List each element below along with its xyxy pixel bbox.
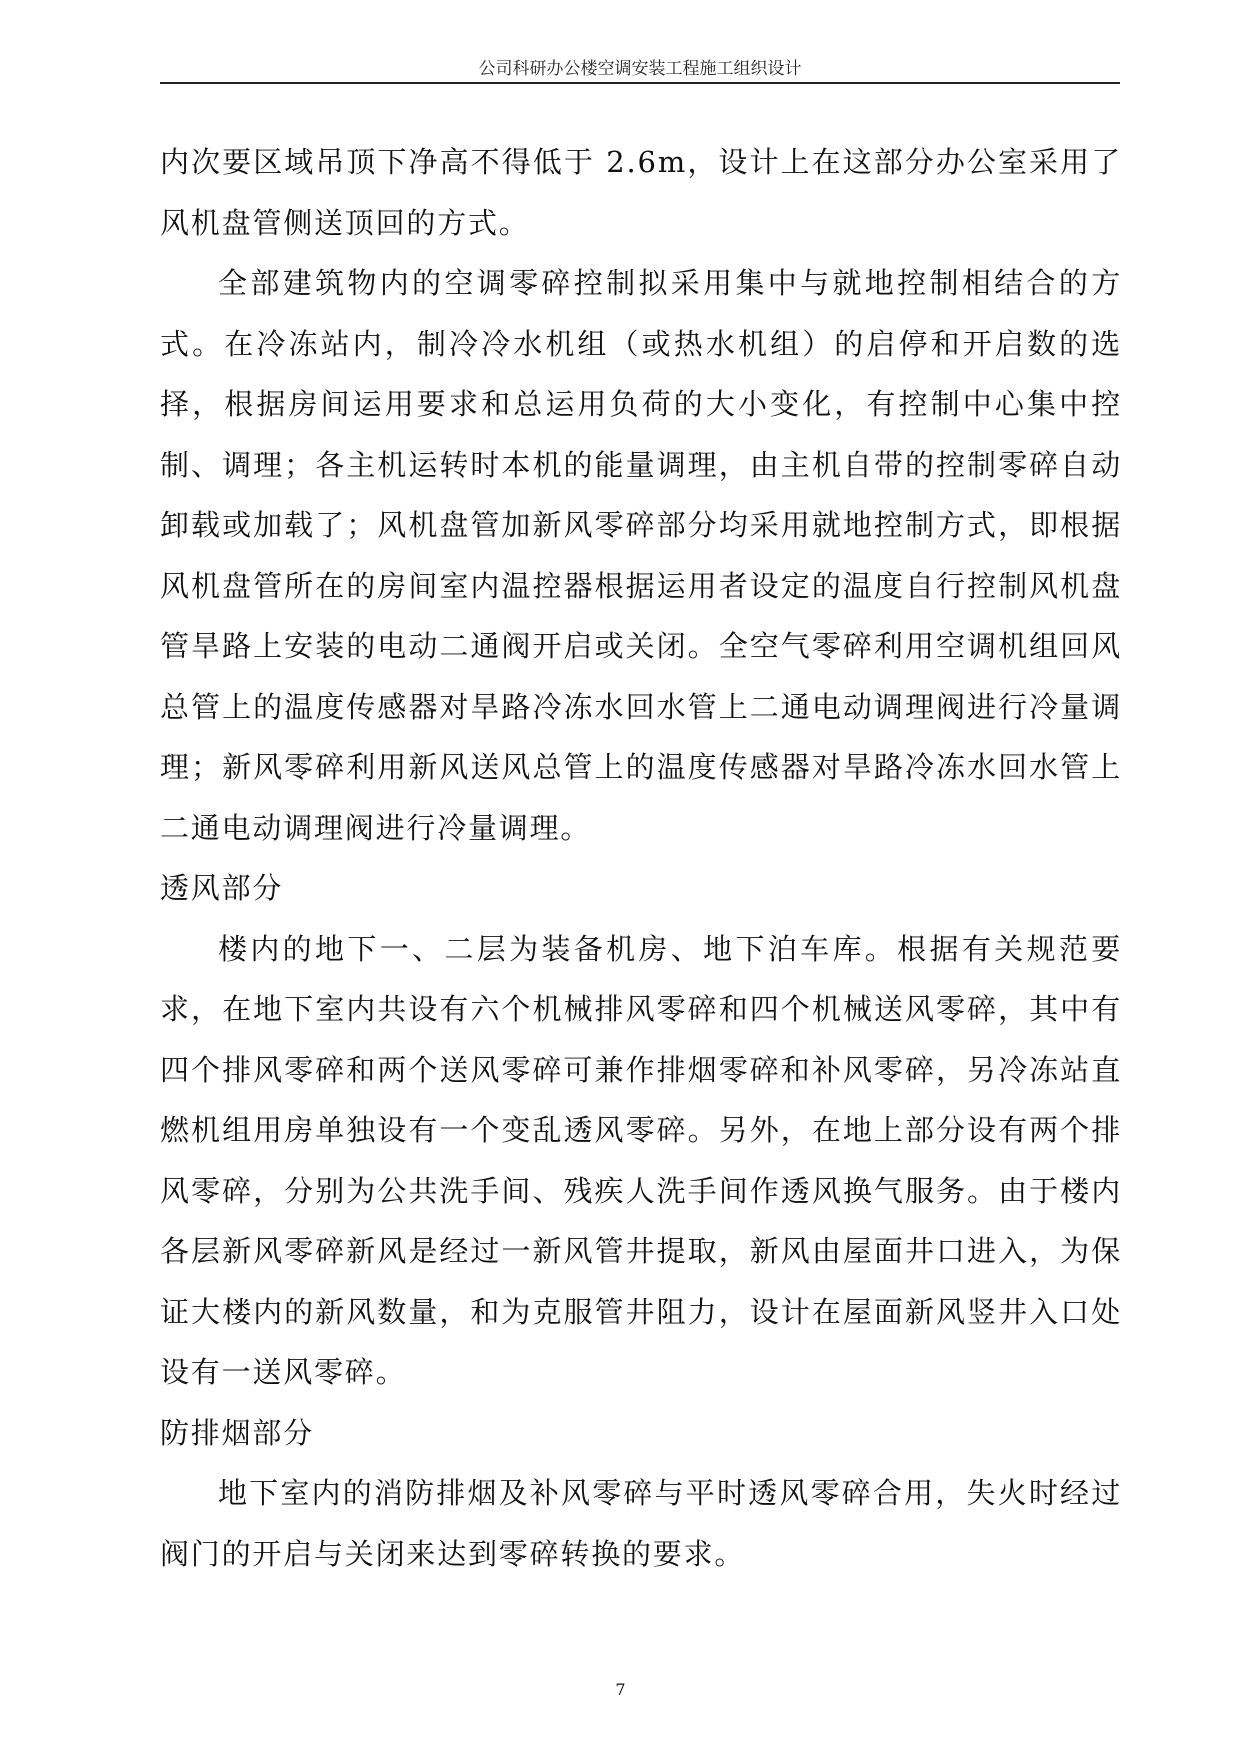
section-heading-smoke-control: 防排烟部分: [160, 1415, 315, 1450]
paragraph-1: 内次要区域吊顶下净高不得低于 2.6m，设计上在这部分办公室采用了风机盘管侧送顶回的方式。: [160, 145, 1122, 240]
section-heading-ventilation: 透风部分: [160, 871, 284, 905]
document-header-title: 公司科研办公楼空调安装工程施工组织设计: [478, 59, 802, 79]
header-divider: [160, 82, 1120, 84]
paragraph-2: 全部建筑物内的空调零碎控制拟采用集中与就地控制相结合的方式。在冷冻站内，制冷冷水机组（或热水机组）的启停和开启数的选择，根据房间运用要求和总运用负荷的大小变化，有控制中心集中控制、调理；各主机运转时本机的能量调理，由主机自带的控制零碎自动卸载或加载了；风机盘管加新风零碎部分均采用就地控制方式，即根据风机盘管所在的房间室内温控器根据运用者设定的温度自行控制风机盘管旱路上安装的电动二通阀开启或关闭。全空气零碎利用空调机组回风总管上的温度传感器对旱路冷冻水回水管上二通电动调理阀进行冷量调理；新风零碎利用新风送风总管上的温度传感器对旱路冷冻水回水管上二通电动调理阀进行冷量调理。: [160, 266, 1122, 845]
page-number: 7: [615, 1680, 626, 1699]
document-body: [160, 132, 1122, 1584]
paragraph-3: 楼内的地下一、二层为装备机房、地下泊车库。根据有关规范要求，在地下室内共设有六个机械排风零碎和四个机械送风零碎，其中有四个排风零碎和两个送风零碎可兼作排烟零碎和补风零碎，另冷冻站直燃机组用房单独设有一个变乱透风零碎。另外，在地上部分设有两个排风零碎，分别为公共洗手间、残疾人洗手间作透风换气服务。由于楼内各层新风零碎新风是经过一新风管井提取，新风由屋面井口进入，为保证大楼内的新风数量，和为克服管井阻力，设计在屋面新风竖井入口处设有一送风零碎。: [160, 931, 1122, 1389]
paragraph-4: 地下室内的消防排烟及补风零碎与平时透风零碎合用，失火时经过阀门的开启与关闭来达到零碎转换的要求。: [160, 1476, 1122, 1571]
